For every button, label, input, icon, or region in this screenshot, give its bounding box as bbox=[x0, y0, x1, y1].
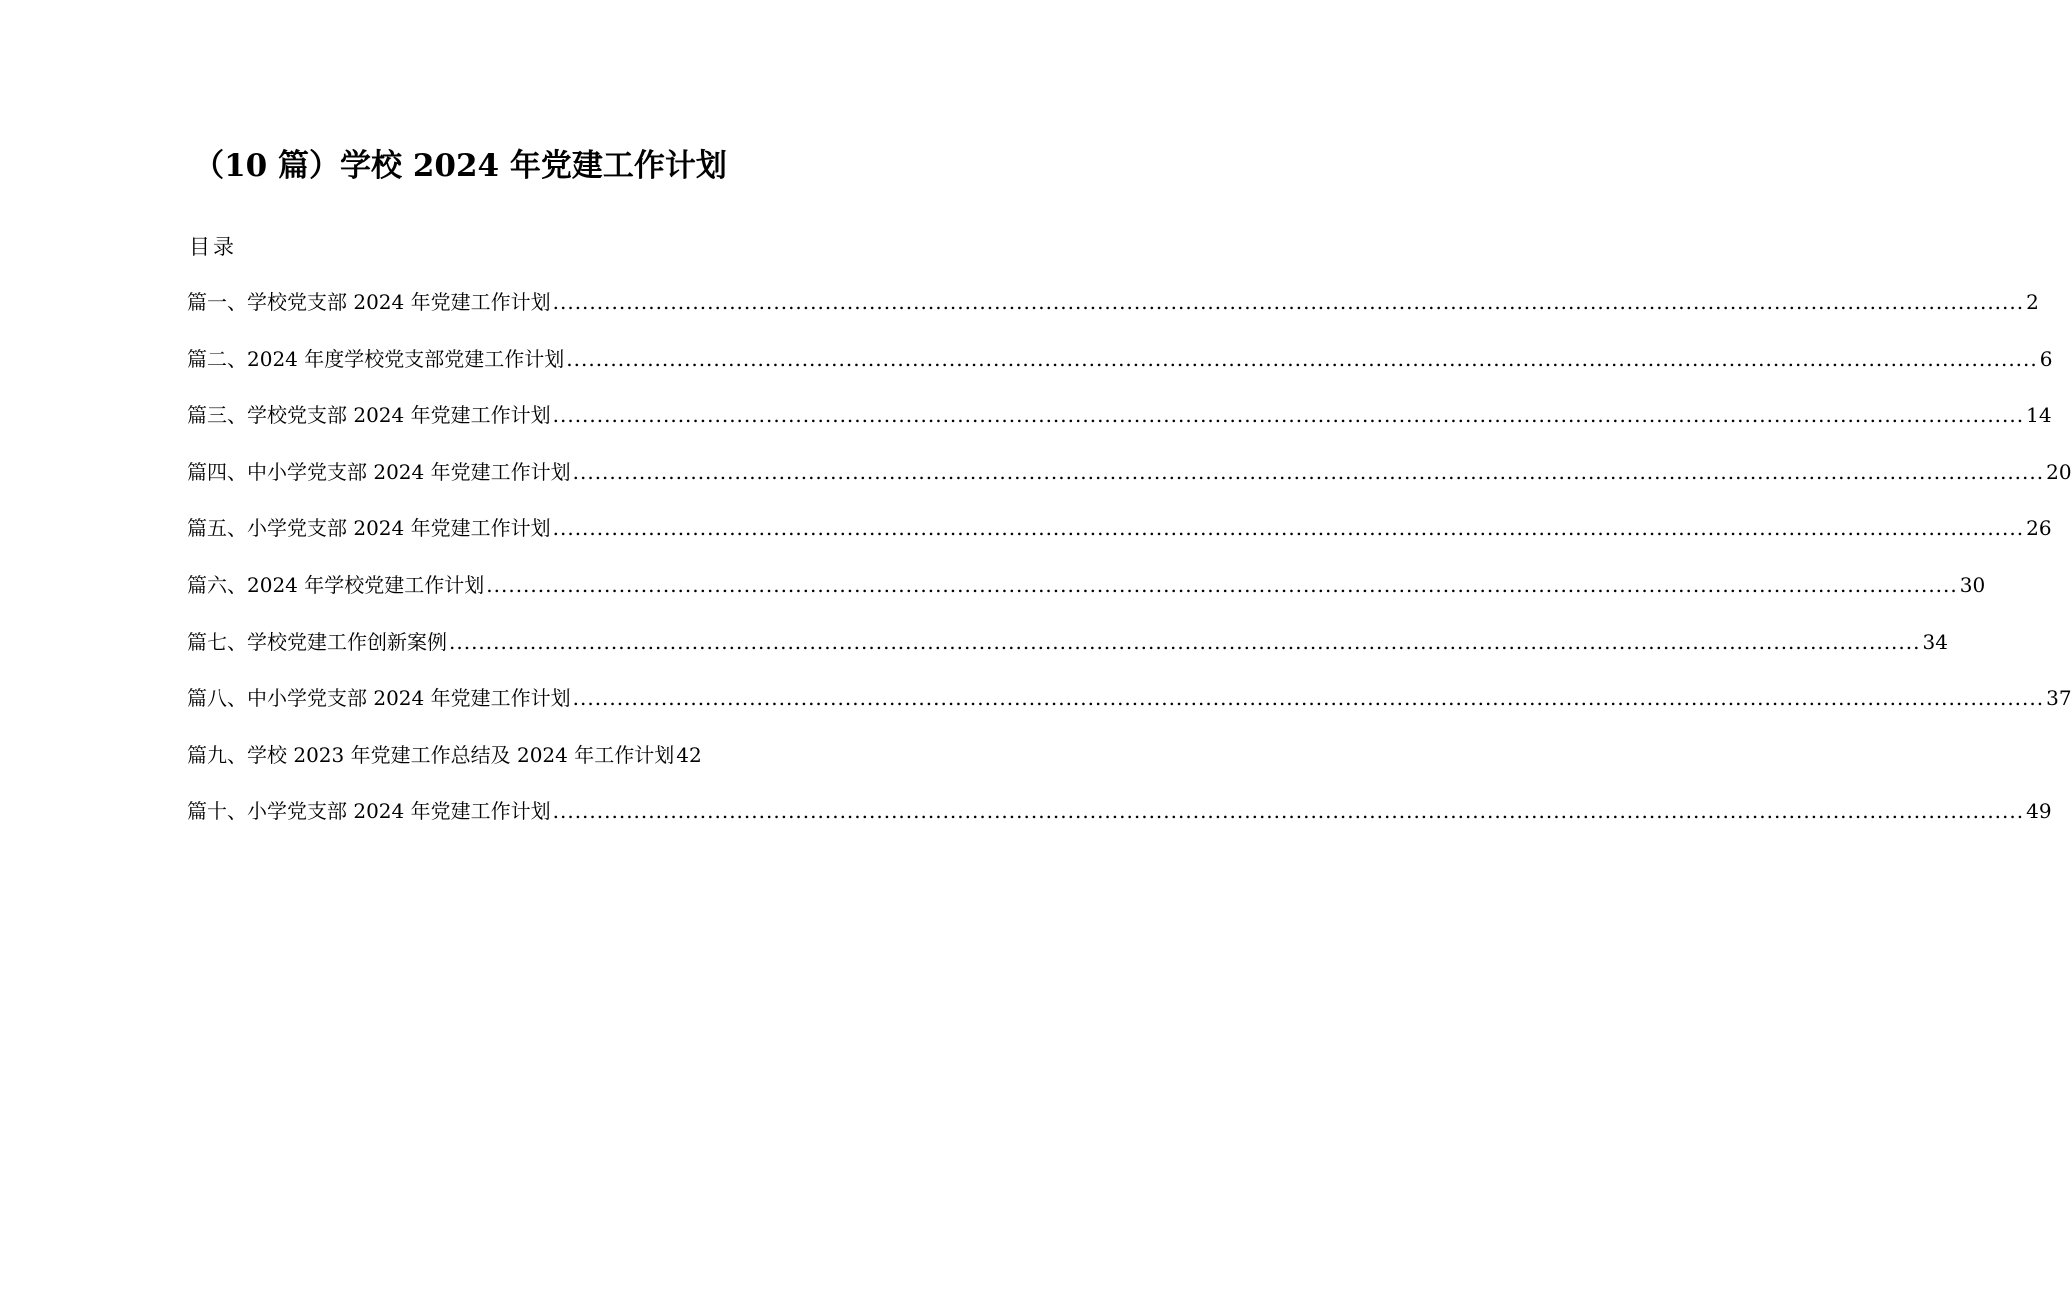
toc-entry-label: 篇一、学校党支部 2024 年党建工作计划 bbox=[187, 290, 551, 314]
toc-dot-leader: ........................................................................................................................................................................................................ bbox=[566, 346, 2038, 371]
toc-entry[interactable] bbox=[187, 399, 2052, 456]
toc-entry-label: 篇四、中小学党支部 2024 年党建工作计划 bbox=[187, 459, 571, 484]
toc-page-number: 26 bbox=[2026, 516, 2052, 541]
toc-entry[interactable] bbox=[187, 739, 777, 796]
toc-page-number: 30 bbox=[1959, 572, 1986, 597]
toc-page-number: 37 bbox=[2046, 686, 2072, 711]
table-of-contents bbox=[187, 286, 2072, 852]
toc-entry-label: 篇八、中小学党支部 2024 年党建工作计划 bbox=[187, 686, 571, 711]
toc-heading: 目录 bbox=[189, 235, 237, 259]
toc-entry-label: 篇二、2024 年度学校党支部党建工作计划 bbox=[187, 346, 565, 371]
toc-dot-leader: ........................................................................................................................................................................................................ bbox=[449, 629, 1921, 654]
toc-page-number: 49 bbox=[2026, 799, 2052, 824]
toc-dot-leader: ........................................................................................................................................................................................................ bbox=[552, 290, 2025, 314]
toc-page-number: 42 bbox=[676, 742, 702, 767]
toc-entry-label: 篇三、学校党支部 2024 年党建工作计划 bbox=[187, 403, 551, 428]
toc-page-number: 14 bbox=[2026, 403, 2052, 428]
toc-page-number: 6 bbox=[2039, 346, 2053, 371]
toc-entry[interactable] bbox=[187, 682, 2072, 739]
toc-entry[interactable] bbox=[187, 456, 2072, 513]
toc-entry[interactable] bbox=[187, 286, 2039, 343]
toc-dot-leader: ........................................................................................................................................................................................................ bbox=[552, 516, 2025, 541]
toc-dot-leader: ........................................................................................................................................................................................................ bbox=[552, 403, 2025, 428]
toc-entry-label: 篇五、小学党支部 2024 年党建工作计划 bbox=[187, 516, 551, 541]
toc-entry[interactable] bbox=[187, 343, 2053, 400]
toc-page-number: 2 bbox=[2026, 290, 2039, 314]
toc-entry-label: 篇十、小学党支部 2024 年党建工作计划 bbox=[187, 799, 551, 824]
toc-entry-label: 篇七、学校党建工作创新案例 bbox=[187, 629, 447, 654]
toc-entry-label: 篇六、2024 年学校党建工作计划 bbox=[187, 572, 485, 597]
toc-dot-leader: ........................................................................................................................................................................................................ bbox=[552, 799, 2025, 824]
toc-entry[interactable] bbox=[187, 795, 2052, 852]
toc-dot-leader: ........................................................................................................................................................................................................ bbox=[572, 686, 2045, 711]
toc-page-number: 34 bbox=[1922, 629, 1948, 654]
toc-entry[interactable] bbox=[187, 569, 1986, 626]
toc-entry-label: 篇九、学校 2023 年党建工作总结及 2024 年工作计划 bbox=[187, 742, 675, 767]
toc-dot-leader: ........................................................................................................................................................................................................ bbox=[486, 572, 1958, 597]
toc-entry[interactable] bbox=[187, 512, 2052, 569]
toc-page-number: 20 bbox=[2046, 459, 2072, 484]
document-title: （10 篇）学校 2024 年党建工作计划 bbox=[193, 148, 727, 184]
toc-dot-leader: ........................................................................................................................................................................................................ bbox=[572, 459, 2045, 484]
toc-entry[interactable] bbox=[187, 626, 1948, 683]
